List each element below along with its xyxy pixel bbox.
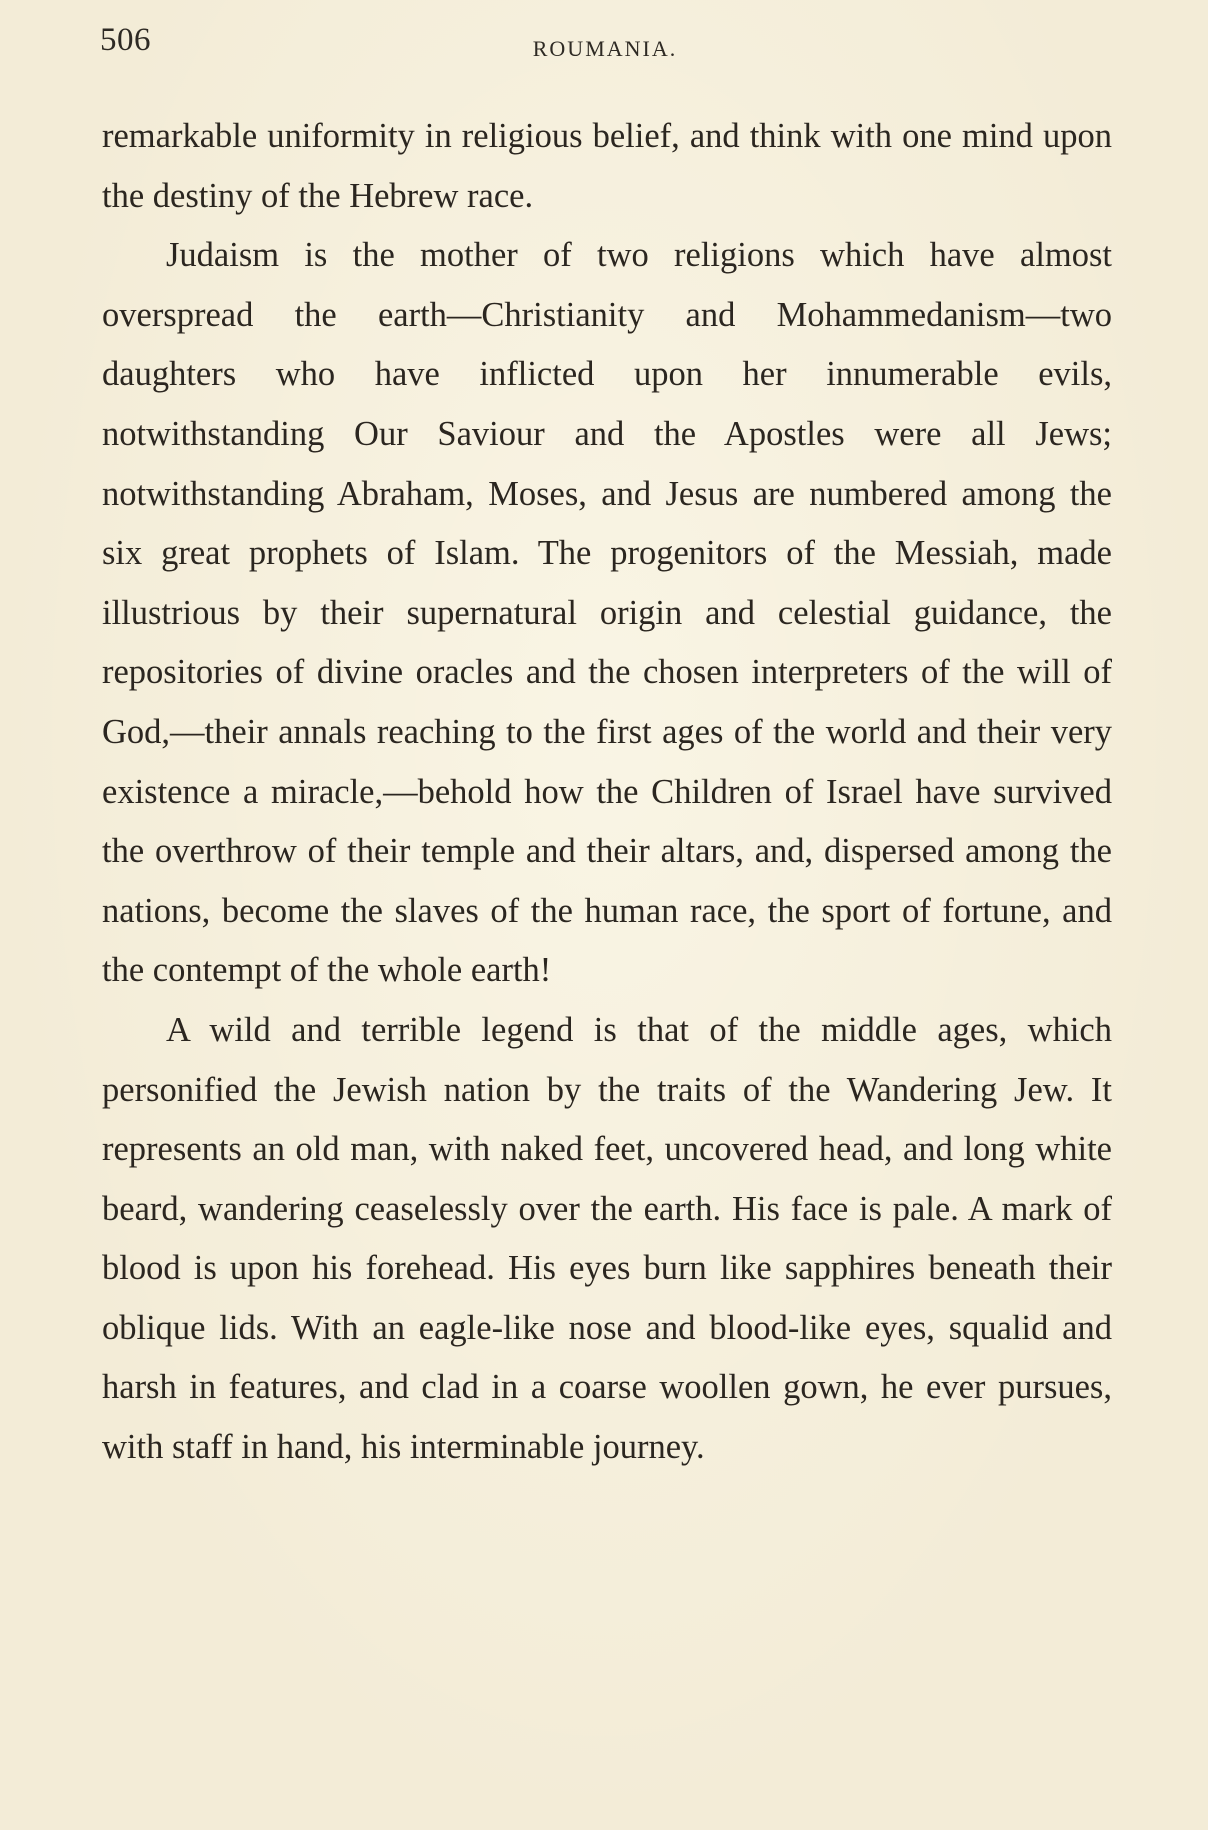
page-number: 506: [100, 22, 151, 58]
running-head: ROUMANIA.: [532, 36, 678, 61]
paragraph-wandering-jew: A wild and terrible legend is that of the middle ages, which personified the Jewish nation by the traits of the Wandering Jew. It represents an old man, with naked feet, uncovered head, and long white beard, wandering ceaselessly over the earth. His face is pale. A mark of blood is upon his forehead. His eyes burn like sapphires beneath their oblique lids. With an eagle-like nose and blood-like eyes, squalid and harsh in features, and clad in a coarse woollen gown, he ever pursues, with staff in hand, his interminable journey.: [102, 1010, 1112, 1467]
paragraph-judaism: Judaism is the mother of two religions which have almost overspread the earth—Christianity and Mohammedanism—two daughters who have inflicted upon her innumerable evils, notwithstanding Our Saviour and the Apostles were all Jews; notwithstanding Abraham, Moses, and Jesus are numbered among the six great prophets of Islam. The progenitors of the Messiah, made illustrious by their supernatural origin and celestial guidance, the repositories of divine oracles and the chosen interpreters of the will of God,—their annals reaching to the first ages of the world and their very existence a miracle,—behold how the Children of Israel have survived the overthrow of their temple and their altars, and, dispersed among the nations, become the slaves of the human race, the sport of fortune, and the contempt of the whole earth!: [102, 236, 1112, 990]
paragraph-continuation: remarkable uniformity in religious belief, and think with one mind upon the destiny of the Hebrew race.: [102, 117, 1112, 215]
page-header: [100, 22, 1110, 72]
body-text: [102, 107, 1112, 1478]
